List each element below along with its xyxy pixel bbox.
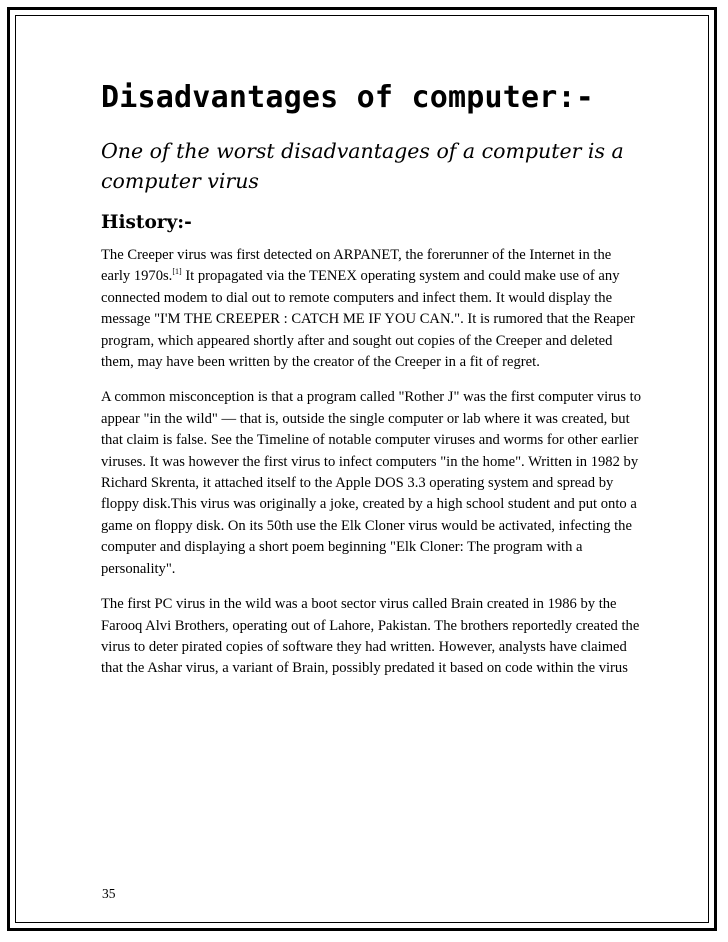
reference-marker: [1] [172,267,182,277]
page-number: 35 [102,886,116,901]
section-heading: History:- [101,212,192,233]
page-title: Disadvantages of computer:- [101,80,595,115]
page-content [101,80,641,680]
paragraph-1-text-b: It propagated via the TENEX operating system and could make use of any connected modem to dial out to remote computers and infect them. It would display the message "I'M THE CREEPER : CATCH ME IF YOU CAN.". It is rumored that the Reaper program, which appeared shortly after and sought out copies of the Creeper and deleted them, may have been written by the creator of the Creeper in a fit of regret. [101,268,635,371]
paragraph-3: The first PC virus in the wild was a boot sector virus called Brain created in 1986 by the Farooq Alvi Brothers, operating out of Lahore, Pakistan. The brothers reportedly created the virus to deter pirated copies of software they had written. However, analysts have claimed that the Ashar virus, a variant of Brain, possibly predated it based on code within the virus [101,596,640,677]
paragraph-2: A common misconception is that a program called "Rother J" was the first computer virus to appear "in the wild" — that is, outside the single computer or lab where it was created, but that claim is false. See the Timeline of notable computer viruses and worms for other earlier viruses. It was however the first virus to infect computers "in the home". Written in 1982 by Richard Skrenta, it attached itself to the Apple DOS 3.3 operating system and spread by floppy disk.This virus was originally a joke, created by a high school student and put onto a game on floppy disk. On its 50th use the Elk Cloner virus would be activated, infecting the computer and displaying a short poem beginning "Elk Cloner: The program with a personality". [101,389,642,577]
subtitle: One of the worst disadvantages of a computer is a computer virus [101,139,624,193]
paragraph-1-text-a: The Creeper virus was first detected on ARPANET, the forerunner of the Internet in the early 1970s. [101,247,612,285]
paragraph-1 [101,245,641,373]
